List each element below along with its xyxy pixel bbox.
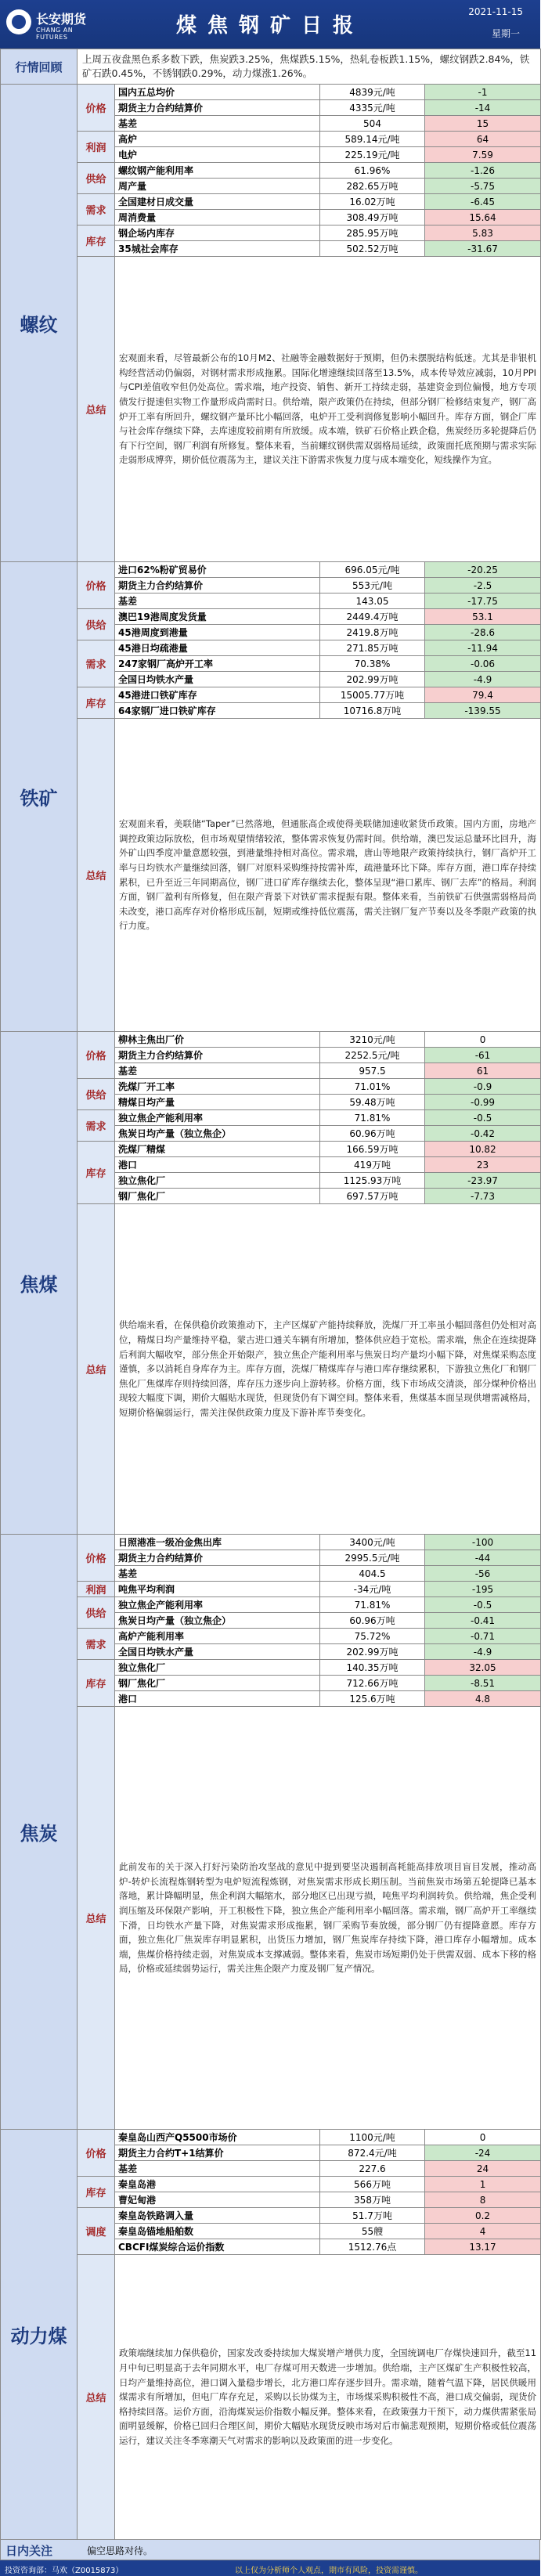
indicator-value: 872.4元/吨 (320, 2145, 425, 2161)
indicator-label: 期货主力合约T+1结算价 (115, 2145, 320, 2161)
indicator-change: -0.99 (425, 1095, 541, 1110)
indicator-change: -0.06 (425, 656, 541, 672)
indicator-change: 23 (425, 1157, 541, 1173)
indicator-label: 洗煤厂精煤 (115, 1142, 320, 1157)
indicator-change: 8 (425, 2192, 541, 2208)
data-row (1, 1079, 541, 1095)
indicator-label: 基差 (115, 1063, 320, 1079)
indicator-change: -6.45 (425, 194, 541, 210)
daily-focus-text: 偏空思路对待。 (87, 2545, 153, 2556)
indicator-label: 焦炭日均产量（独立焦企） (115, 1613, 320, 1629)
indicator-change: -56 (425, 1566, 541, 1582)
indicator-value: 143.05 (320, 593, 425, 609)
indicator-change: 0 (425, 2130, 541, 2145)
indicator-label: 进口62%粉矿贸易价 (115, 562, 320, 578)
group-label: 价格 (78, 562, 115, 609)
data-row (1, 609, 541, 625)
summary-text: 政策端继续加力保供稳价，国家发改委持续加大煤炭增产增供力度，全国统调电厂存煤快速回升，截至11月中旬已明显高于去年同期水平，电厂存煤可用天数进一步增加。供给端，主产区煤矿生产积极性较高，日均产量维持高位，港口调入量稳步增长，北方港口库存逐步回升。需求端，随着气温下降，居民供暖用煤需求有所增加，但电厂库存充足，采购以长协煤为主，市场煤采购积极性不高，港口成交偏弱，现货价格持续回落。运价方面，沿海煤炭运价指数小幅反弹。整体来看，在政策强力干预下，动力煤供需紧张局面明显缓解，价格已回归合理区间，期价大幅贴水现货反映市场对后市偏悲观预期，短期价格或低位震荡运行，建议关注冬季寒潮天气对需求的影响以及政策面的进一步变化。 (115, 2255, 541, 2540)
indicator-value: 358万吨 (320, 2192, 425, 2208)
indicator-change: 4 (425, 2224, 541, 2239)
indicator-change: 1 (425, 2177, 541, 2192)
indicator-label: 周产量 (115, 179, 320, 194)
indicator-label: 基差 (115, 2161, 320, 2177)
indicator-change: -7.73 (425, 1189, 541, 1204)
data-row (1, 1629, 541, 1644)
group-label: 库存 (78, 687, 115, 719)
indicator-label: 周消费量 (115, 210, 320, 225)
data-row (1, 1660, 541, 1676)
indicator-change: -100 (425, 1535, 541, 1550)
market-review-text: 上周五夜盘黑色系多数下跌，焦炭跌3.25%，焦煤跌5.15%，热轧卷板跌1.15%，螺纹钢跌2.84%，铁矿石跌0.45%，不锈钢跌0.29%，动力煤涨1.26%。 (78, 49, 541, 85)
indicator-label: 港口 (115, 1691, 320, 1707)
market-review-label: 行情回顾 (1, 49, 78, 85)
indicator-label: 独立焦企产能利用率 (115, 1110, 320, 1126)
indicator-label: 45港周度到港量 (115, 625, 320, 640)
indicator-change: -17.75 (425, 593, 541, 609)
daily-focus-bar (0, 2540, 540, 2560)
data-row (1, 2177, 541, 2192)
indicator-change: -0.42 (425, 1126, 541, 1142)
indicator-label: 曹妃甸港 (115, 2192, 320, 2208)
indicator-value: 1100元/吨 (320, 2130, 425, 2145)
section-name: 焦炭 (1, 1535, 78, 2130)
indicator-value: 166.59万吨 (320, 1142, 425, 1157)
data-row (1, 1142, 541, 1157)
indicator-label: 洗煤厂开工率 (115, 1079, 320, 1095)
group-label: 需求 (78, 640, 115, 687)
indicator-value: 202.99万吨 (320, 672, 425, 687)
indicator-label: 基差 (115, 593, 320, 609)
indicator-change: -0.41 (425, 1613, 541, 1629)
summary-text: 宏观面来看，美联储“Taper”已然落地，但通胀高企或使得美联储加速收紧货币政策。国内方面，房地产调控政策边际放松，但市场观望情绪较浓，整体需求恢复仍需时间。供给端，澳巴发运总量环比回升，海外矿山四季度冲量意愿较强，到港量维持相对高位。需求端，唐山等地限产政策持续执行，钢厂高炉开工率与日均铁水产量继续回落，钢厂对原料采购维持按需补库，疏港量环比下降。库存方面，港口库存持续累积，已升至近三年同期高位，钢厂进口矿库存继续去化，整体呈现“港口累库、钢厂去库”的格局。利润方面，钢厂盈利有所修复，但在限产背景下对铁矿需求提振有限。整体来看，当前铁矿石供强需弱格局尚未改变，港口高库存对价格形成压制，短期或维持低位震荡，需关注钢厂复产节奏以及冬季限产政策的执行力度。 (115, 719, 541, 1032)
indicator-label: 期货主力合约结算价 (115, 100, 320, 116)
summary-label: 总结 (78, 2255, 115, 2540)
group-label: 供给 (78, 163, 115, 194)
indicator-label: 独立焦化厂 (115, 1660, 320, 1676)
indicator-change: 4.8 (425, 1691, 541, 1707)
indicator-label: 独立焦企产能利用率 (115, 1597, 320, 1613)
indicator-change: 13.17 (425, 2239, 541, 2255)
indicator-change: 0.2 (425, 2208, 541, 2224)
indicator-change: -4.9 (425, 672, 541, 687)
indicator-value: 60.96万吨 (320, 1613, 425, 1629)
indicator-change: 32.05 (425, 1660, 541, 1676)
indicator-label: 港口 (115, 1157, 320, 1173)
group-label: 利润 (78, 1582, 115, 1597)
group-label: 供给 (78, 609, 115, 640)
indicator-change: 24 (425, 2161, 541, 2177)
indicator-value: 419万吨 (320, 1157, 425, 1173)
indicator-value: 2252.5元/吨 (320, 1048, 425, 1063)
indicator-change: 64 (425, 132, 541, 147)
indicator-value: 55艘 (320, 2224, 425, 2239)
summary-text: 供给端来看，在保供稳价政策推动下，主产区煤矿产能持续释放，洗煤厂开工率虽小幅回落但仍处相对高位，精煤日均产量维持平稳，蒙古进口通关车辆有所增加，整体供应趋于宽松。需求端，焦企在连续提降后利润大幅收窄，部分焦企开始限产，独立焦企产能利用率与焦炭日均产量均小幅下降，对焦煤采购态度谨慎，多以消耗自身库存为主。库存方面，洗煤厂精煤库存与港口库存继续累积，下游独立焦化厂和钢厂焦化厂焦煤库存则持续回落，库存压力逐步向上游转移。价格方面，线下市场成交清淡，部分煤种价格出现较大幅度下调，期价大幅贴水现货，但现货仍有下调空间。整体来看，焦煤基本面呈现供增需减格局，短期价格偏弱运行，需关注保供政策力度及下游补库节奏变化。 (115, 1204, 541, 1535)
indicator-change: -23.97 (425, 1173, 541, 1189)
indicator-change: -0.9 (425, 1079, 541, 1095)
data-row (1, 194, 541, 210)
data-row (1, 1535, 541, 1550)
summary-row (1, 1707, 541, 2130)
summary-text: 此前发布的关于深入打好污染防治攻坚战的意见中提到要坚决遏制高耗能高排放项目盲目发展，推动高炉-转炉长流程炼钢转型为电炉短流程炼钢，对焦炭需求形成长期压制。当前焦炭市场第五轮提降已基本落地，累计降幅明显，焦企利润大幅缩水，部分地区已出现亏损，吨焦平均利润转负。供给端，焦企受利润压缩及环保限产影响，开工积极性下降，独立焦企产能利用率小幅回落。需求端，钢厂高炉开工率继续下滑，日均铁水产量下降，对焦炭需求形成拖累，钢厂采购节奏放缓，部分钢厂仍有提降意愿。库存方面，独立焦化厂焦炭库存明显累积，出货压力增加，钢厂焦炭库存持续下降，港口库存小幅增加。成本端，焦煤价格持续走弱，对焦炭成本支撑减弱。整体来看，焦炭市场短期仍处于供需双弱、成本下移的格局，价格或延续弱势运行，需关注焦企限产力度及钢厂复产情况。 (115, 1707, 541, 2130)
report-weekday: 星期一 (491, 28, 520, 39)
indicator-value: 2419.8万吨 (320, 625, 425, 640)
indicator-value: 282.65万吨 (320, 179, 425, 194)
section-name: 动力煤 (1, 2130, 78, 2540)
indicator-value: 957.5 (320, 1063, 425, 1079)
indicator-label: 基差 (115, 116, 320, 132)
indicator-label: 45港日均疏港量 (115, 640, 320, 656)
data-row (1, 2130, 541, 2145)
indicator-value: 504 (320, 116, 425, 132)
indicator-value: 712.66万吨 (320, 1676, 425, 1691)
indicator-label: 柳林主焦出厂价 (115, 1032, 320, 1048)
data-row (1, 163, 541, 179)
group-label: 需求 (78, 1629, 115, 1660)
indicator-change: -0.71 (425, 1629, 541, 1644)
indicator-label: 秦皇岛山西产Q5500市场价 (115, 2130, 320, 2145)
indicator-label: 35城社会库存 (115, 241, 320, 257)
indicator-label: 日照港准一级冶金焦出库 (115, 1535, 320, 1550)
indicator-value: 140.35万吨 (320, 1660, 425, 1676)
indicator-label: 独立焦化厂 (115, 1173, 320, 1189)
indicator-value: 10716.8万吨 (320, 703, 425, 719)
group-label: 供给 (78, 1079, 115, 1110)
market-review-row (1, 49, 541, 85)
indicator-value: 60.96万吨 (320, 1126, 425, 1142)
indicator-label: 秦皇岛锚地船舶数 (115, 2224, 320, 2239)
indicator-label: 基差 (115, 1566, 320, 1582)
indicator-value: 3210元/吨 (320, 1032, 425, 1048)
section-name: 螺纹 (1, 85, 78, 562)
indicator-value: 15005.77万吨 (320, 687, 425, 703)
indicator-value: 404.5 (320, 1566, 425, 1582)
group-label: 调度 (78, 2208, 115, 2255)
indicator-change: 5.83 (425, 225, 541, 241)
data-row (1, 687, 541, 703)
indicator-value: 16.02万吨 (320, 194, 425, 210)
indicator-value: 4335元/吨 (320, 100, 425, 116)
data-row (1, 225, 541, 241)
indicator-label: 钢厂焦化厂 (115, 1189, 320, 1204)
section-name: 焦煤 (1, 1032, 78, 1535)
indicator-change: -20.25 (425, 562, 541, 578)
indicator-change: 15.64 (425, 210, 541, 225)
indicator-change: 79.4 (425, 687, 541, 703)
group-label: 价格 (78, 2130, 115, 2177)
data-row (1, 1110, 541, 1126)
indicator-value: 71.81% (320, 1597, 425, 1613)
indicator-change: -44 (425, 1550, 541, 1566)
daily-focus-label: 日内关注 (5, 2544, 53, 2558)
indicator-value: 1125.93万吨 (320, 1173, 425, 1189)
indicator-label: 全国日均铁水产量 (115, 672, 320, 687)
summary-row (1, 719, 541, 1032)
indicator-change: 61 (425, 1063, 541, 1079)
indicator-label: 期货主力合约结算价 (115, 1048, 320, 1063)
summary-text: 宏观面来看，尽管最新公布的10月M2、社融等金融数据好于预期，但仍未摆脱结构低迷。尤其是非银机构经营活动仍偏弱，对钢材需求形成拖累。国际化增速继续回落至13.5%，成本传导效应减弱，10月PPI与CPI差值收窄但仍处高位。需求端，地产投资、销售、新开工持续走弱，基建资金到位偏慢，地方专项债发行提速但实物工作量形成尚需时日。供给端，限产政策仍在持续，但部分钢厂检修结束复产，钢厂高炉开工率有所回升，螺纹钢产量环比小幅回落，电炉开工受利润修复影响小幅回升。库存方面，钢企厂库与社会库存继续下降，去库速度较前期有所放缓。成本端，铁矿石价格止跌企稳，焦炭经历多轮提降后仍有下行空间，钢厂利润有所修复。整体来看，当前螺纹钢供需双弱格局延续，政策面托底预期与需求实际走弱形成博弈，期价低位震荡为主，建议关注下游需求恢复力度与成本端变化，短线操作为宜。 (115, 257, 541, 562)
indicator-change: -14 (425, 100, 541, 116)
indicator-label: 精煤日均产量 (115, 1095, 320, 1110)
data-row (1, 85, 541, 100)
indicator-label: 电炉 (115, 147, 320, 163)
indicator-value: 125.6万吨 (320, 1691, 425, 1707)
section-name: 铁矿 (1, 562, 78, 1032)
indicator-label: CBCFI煤炭综合运价指数 (115, 2239, 320, 2255)
indicator-label: 全国建材日成交量 (115, 194, 320, 210)
data-row (1, 562, 541, 578)
group-label: 利润 (78, 132, 115, 163)
indicator-value: 285.95万吨 (320, 225, 425, 241)
data-row (1, 2208, 541, 2224)
data-row (1, 1582, 541, 1597)
indicator-value: 225.19元/吨 (320, 147, 425, 163)
summary-row (1, 257, 541, 562)
indicator-label: 期货主力合约结算价 (115, 578, 320, 593)
indicator-value: 61.96% (320, 163, 425, 179)
indicator-label: 247家钢厂高炉开工率 (115, 656, 320, 672)
indicator-change: -5.75 (425, 179, 541, 194)
indicator-value: 202.99万吨 (320, 1644, 425, 1660)
indicator-change: 15 (425, 116, 541, 132)
indicator-change: -195 (425, 1582, 541, 1597)
group-label: 需求 (78, 1110, 115, 1142)
indicator-change: -139.55 (425, 703, 541, 719)
group-label: 库存 (78, 1660, 115, 1707)
brand-name-cn: 长安期货 (36, 12, 87, 27)
indicator-value: 71.01% (320, 1079, 425, 1095)
indicator-change: -2.5 (425, 578, 541, 593)
indicator-change: -4.9 (425, 1644, 541, 1660)
indicator-label: 全国日均铁水产量 (115, 1644, 320, 1660)
indicator-label: 高炉产能利用率 (115, 1629, 320, 1644)
indicator-value: 75.72% (320, 1629, 425, 1644)
group-label: 库存 (78, 2177, 115, 2208)
indicator-value: 1512.76点 (320, 2239, 425, 2255)
report-header (0, 0, 540, 49)
indicator-value: 308.49万吨 (320, 210, 425, 225)
data-row (1, 640, 541, 656)
indicator-value: 589.14元/吨 (320, 132, 425, 147)
indicator-label: 钢厂焦化厂 (115, 1676, 320, 1691)
indicator-value: 59.48万吨 (320, 1095, 425, 1110)
indicator-change: -28.6 (425, 625, 541, 640)
analyst-credit: 投资咨询部：马欢（Z0015873） (5, 2567, 124, 2575)
indicator-value: 697.57万吨 (320, 1189, 425, 1204)
report-title: 煤焦钢矿日报 (175, 14, 364, 38)
group-label: 价格 (78, 1535, 115, 1582)
summary-label: 总结 (78, 1204, 115, 1535)
indicator-change: -1 (425, 85, 541, 100)
footer-bar (0, 2560, 540, 2576)
indicator-change: -61 (425, 1048, 541, 1063)
indicator-change: 7.59 (425, 147, 541, 163)
report-date: 2021-11-15 (468, 6, 523, 17)
indicator-change: -8.51 (425, 1676, 541, 1691)
indicator-value: 566万吨 (320, 2177, 425, 2192)
summary-label: 总结 (78, 257, 115, 562)
indicator-value: 696.05元/吨 (320, 562, 425, 578)
indicator-value: 70.38% (320, 656, 425, 672)
indicator-label: 钢企场内库存 (115, 225, 320, 241)
indicator-label: 焦炭日均产量（独立焦企） (115, 1126, 320, 1142)
indicator-value: 227.6 (320, 2161, 425, 2177)
indicator-value: 51.7万吨 (320, 2208, 425, 2224)
risk-disclaimer: 以上仅为分析师个人观点，期市有风险，投资需谨慎。 (235, 2567, 423, 2575)
summary-row (1, 1204, 541, 1535)
indicator-label: 期货主力合约结算价 (115, 1550, 320, 1566)
indicator-label: 高炉 (115, 132, 320, 147)
indicator-change: -0.5 (425, 1597, 541, 1613)
indicator-value: 502.52万吨 (320, 241, 425, 257)
data-row (1, 132, 541, 147)
indicator-value: 2995.5元/吨 (320, 1550, 425, 1566)
summary-label: 总结 (78, 1707, 115, 2130)
indicator-value: 553元/吨 (320, 578, 425, 593)
indicator-change: 10.82 (425, 1142, 541, 1157)
group-label: 需求 (78, 194, 115, 225)
summary-row (1, 2255, 541, 2540)
summary-label: 总结 (78, 719, 115, 1032)
group-label: 价格 (78, 85, 115, 132)
indicator-change: -24 (425, 2145, 541, 2161)
indicator-change: 53.1 (425, 609, 541, 625)
indicator-change: -11.94 (425, 640, 541, 656)
indicator-label: 45港进口铁矿库存 (115, 687, 320, 703)
indicator-change: 0 (425, 1032, 541, 1048)
indicator-label: 秦皇岛铁路调入量 (115, 2208, 320, 2224)
group-label: 库存 (78, 225, 115, 257)
group-label: 库存 (78, 1142, 115, 1204)
indicator-change: -1.26 (425, 163, 541, 179)
indicator-label: 秦皇岛港 (115, 2177, 320, 2192)
group-label: 供给 (78, 1597, 115, 1629)
indicator-value: 3400元/吨 (320, 1535, 425, 1550)
indicator-value: 271.85万吨 (320, 640, 425, 656)
indicator-value: 71.81% (320, 1110, 425, 1126)
indicator-value: 2449.4万吨 (320, 609, 425, 625)
indicator-value: -34元/吨 (320, 1582, 425, 1597)
indicator-change: -31.67 (425, 241, 541, 257)
indicator-label: 澳巴19港周度发货量 (115, 609, 320, 625)
data-row (1, 1597, 541, 1613)
indicator-label: 64家钢厂进口铁矿库存 (115, 703, 320, 719)
brand-name-en: CHANG AN FUTURES (36, 27, 74, 41)
indicator-label: 国内五总均价 (115, 85, 320, 100)
data-row (1, 1032, 541, 1048)
indicator-label: 吨焦平均利润 (115, 1582, 320, 1597)
indicator-value: 4839元/吨 (320, 85, 425, 100)
report-table (0, 49, 541, 2540)
indicator-label: 螺纹钢产能利用率 (115, 163, 320, 179)
group-label: 价格 (78, 1032, 115, 1079)
indicator-change: -0.5 (425, 1110, 541, 1126)
